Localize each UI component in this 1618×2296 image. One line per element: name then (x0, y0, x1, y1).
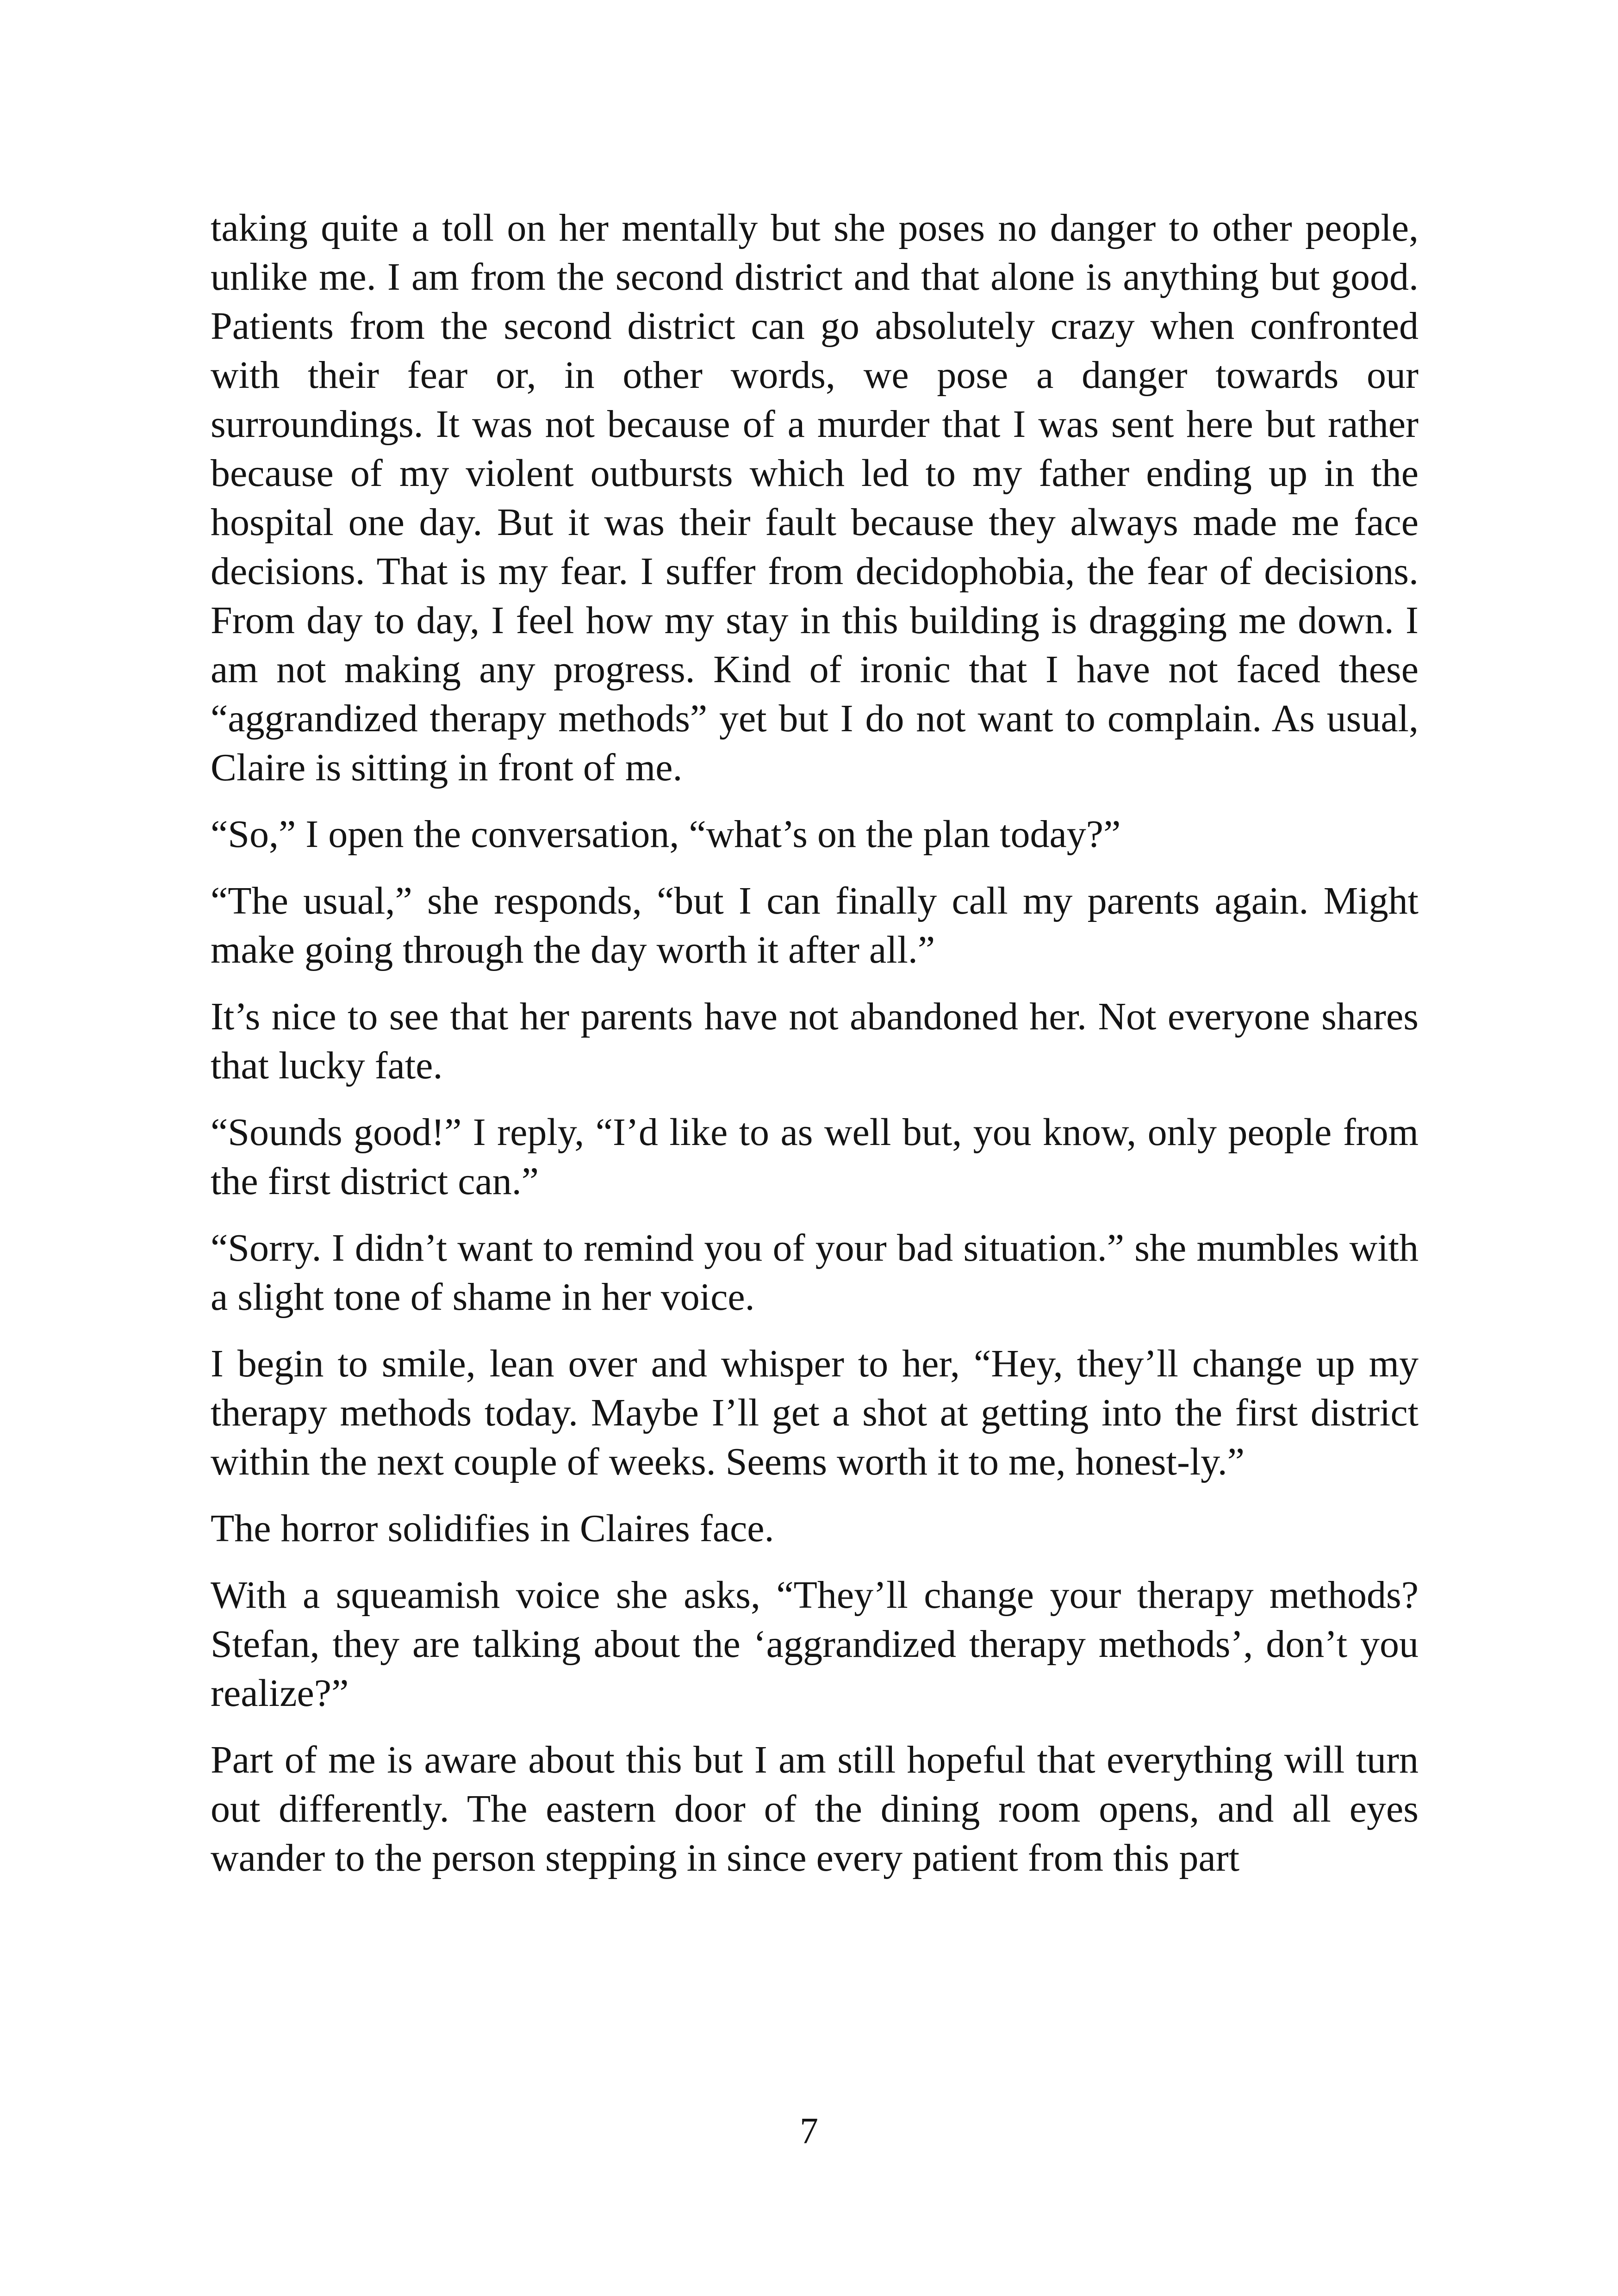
page-number: 7 (800, 2111, 818, 2152)
paragraph: With a squeamish voice she asks, “They’ll change your therapy methods? Stefan, they are talking about the ‘aggrandized therapy methods’, don’t you realize?” (211, 1574, 1419, 1715)
paragraph: “Sounds good!” I reply, “I’d like to as well but, you know, only people from the first district can.” (211, 1111, 1419, 1203)
paragraph: “The usual,” she responds, “but I can finally call my parents again. Might make going through the day worth it after all.” (211, 879, 1419, 971)
paragraph: Part of me is aware about this but I am still hopeful that everything will turn out differently. The eastern door of the dining room opens, and all eyes wander to the person stepping in since every patient from this part (211, 1738, 1419, 1879)
paragraph: I begin to smile, lean over and whisper to her, “Hey, they’ll change up my therapy methods today. Maybe I’ll get a shot at getting into the first district within the next couple of weeks. Seems worth it to me, honest-ly.” (211, 1342, 1419, 1483)
paragraph: It’s nice to see that her parents have not abandoned her. Not everyone shares that lucky fate. (211, 995, 1419, 1087)
paragraph: taking quite a toll on her mentally but she poses no danger to other people, unlike me. I am from the second district and that alone is anything but good. Patients from the second district can go absolutely crazy when confronted with their fear or, in other words, we pose a danger towards our surroundings. It was not because of a murder that I was sent here but rather because of my violent outbursts which led to my father ending up in the hospital one day. But it was their fault because they always made me face decisions. That is my fear. I suffer from decidophobia, the fear of decisions. From day to day, I feel how my stay in this building is dragging me down. I am not making any progress. Kind of ironic that I have not faced these “aggrandized therapy methods” yet but I do not want to complain. As usual, Claire is sitting in front of me. (211, 206, 1419, 789)
paragraph: The horror solidifies in Claires face. (211, 1507, 774, 1550)
paragraph: “Sorry. I didn’t want to remind you of your bad situation.” she mumbles with a slight tone of shame in her voice. (211, 1226, 1419, 1319)
paragraph: “So,” I open the conversation, “what’s on the plan today?” (211, 813, 1121, 856)
body-text (211, 204, 1419, 1900)
